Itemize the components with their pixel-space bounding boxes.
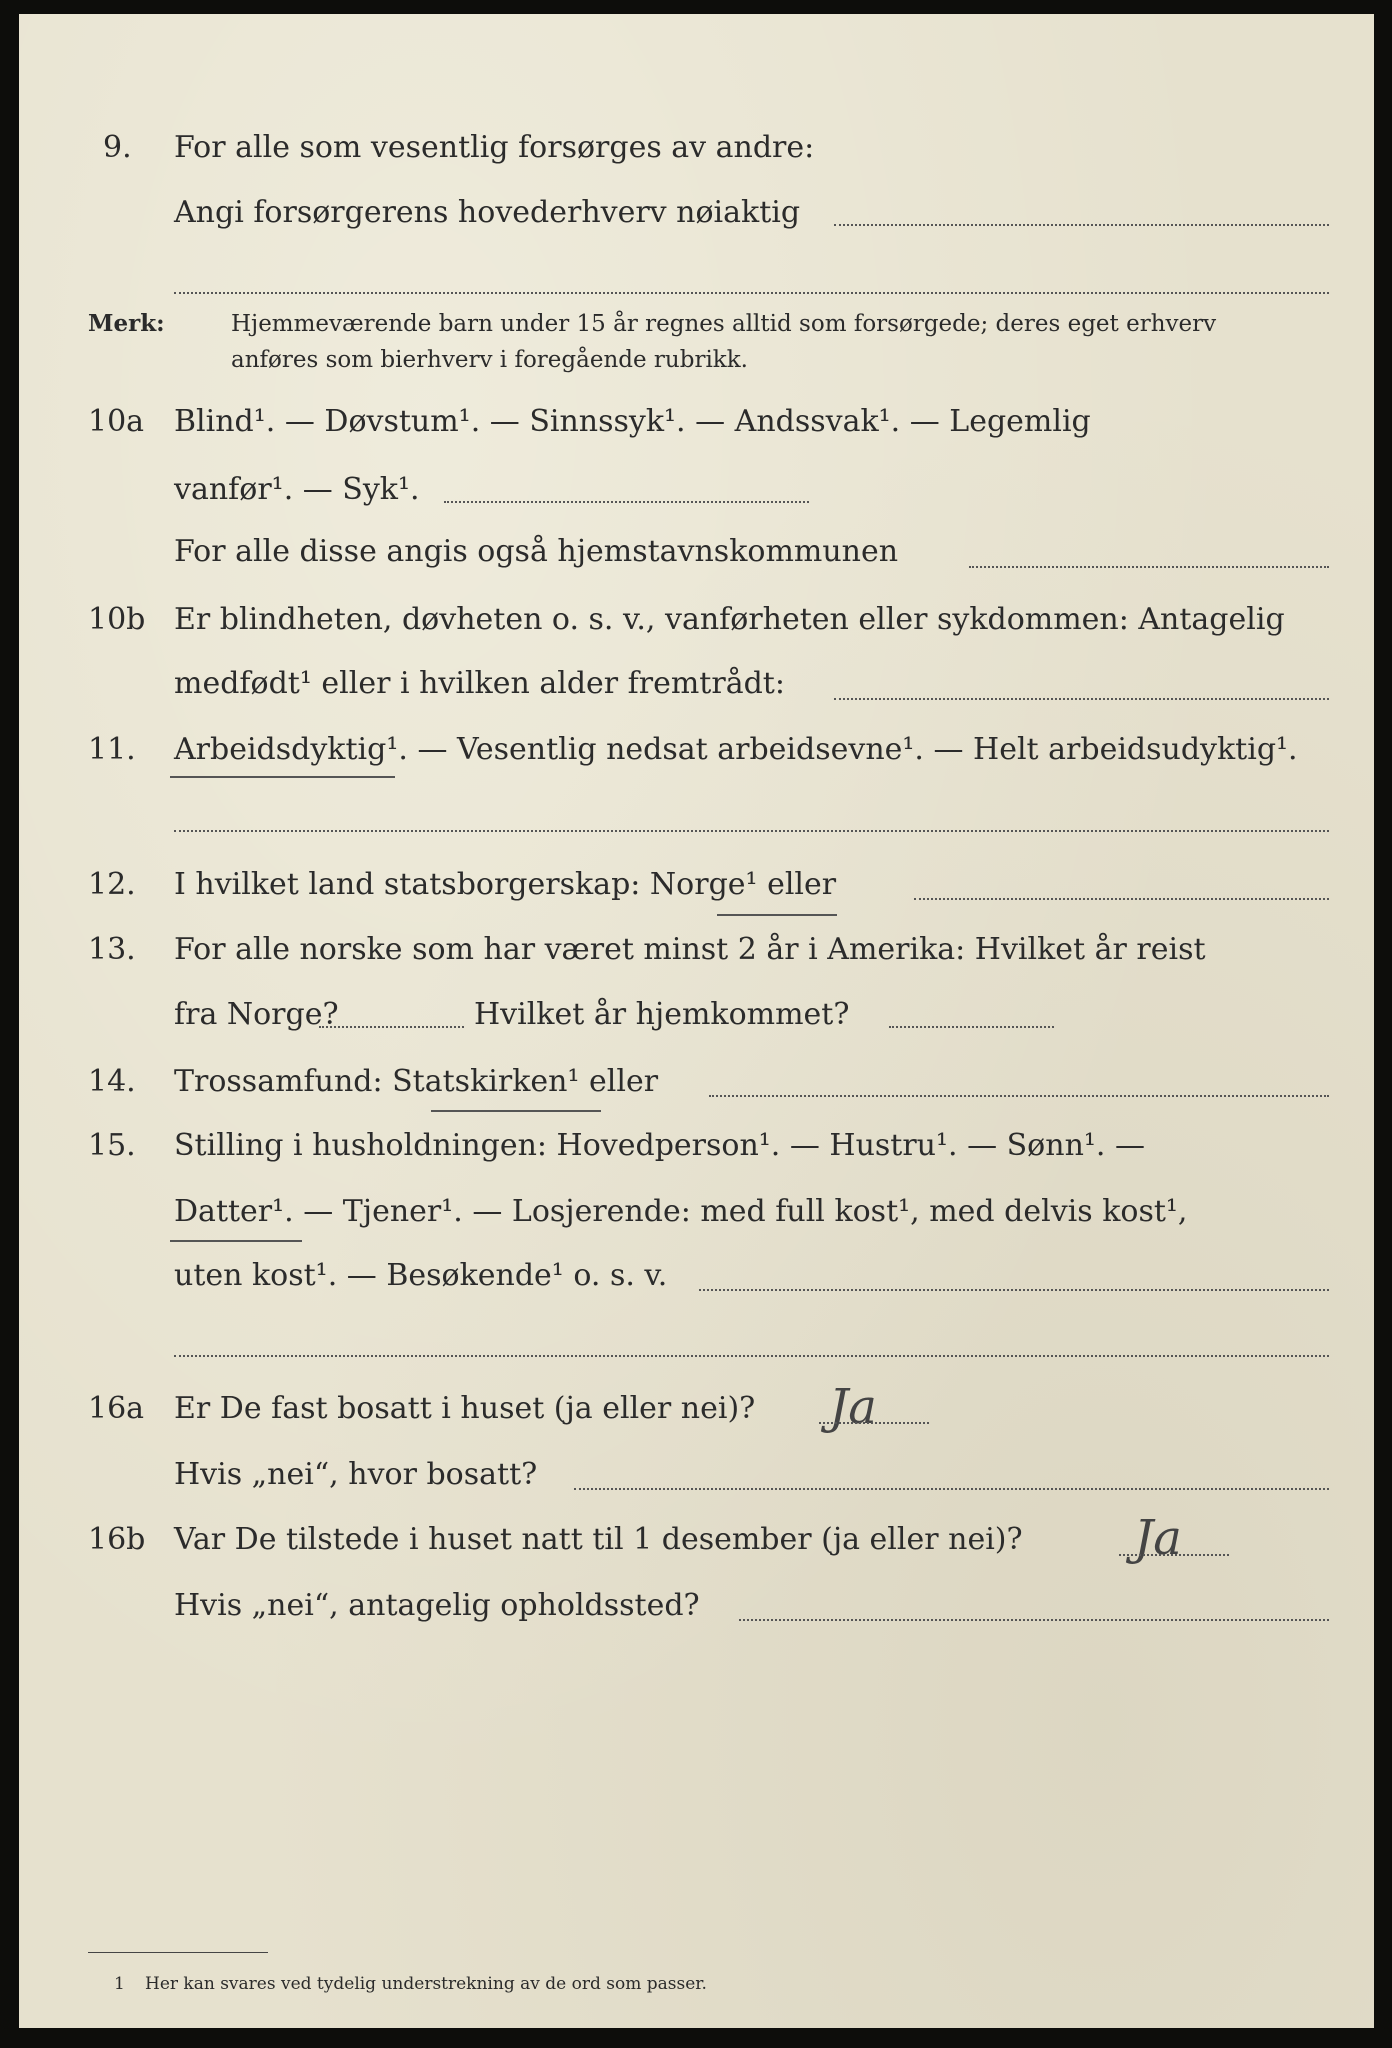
q13-returned-answer[interactable]: [889, 1026, 1054, 1028]
q13-left-label: fra Norge?: [174, 997, 339, 1032]
q9-answer-line-1[interactable]: [834, 224, 1329, 226]
census-form-page: [19, 14, 1374, 2028]
q13-number: 13.: [88, 932, 136, 967]
q10a-options-2: vanfør¹. — Syk¹.: [174, 472, 420, 507]
q16a-number: 16a: [88, 1391, 145, 1426]
q12-number: 12.: [88, 867, 136, 902]
q9-number: 9.: [103, 130, 132, 165]
q10a-answer-line[interactable]: [444, 501, 809, 503]
q16b-question: Var De tilstede i huset natt til 1 desember (ja eller nei)?: [174, 1522, 1023, 1557]
q14-answer-line[interactable]: [709, 1095, 1329, 1097]
q10b-question-2: medfødt¹ eller i hvilken alder fremtrådt:: [174, 666, 785, 701]
q10b-number: 10b: [88, 602, 146, 637]
q12-underline-norge: [717, 914, 837, 916]
q16a-handwritten-answer: Ja: [829, 1379, 877, 1435]
q16b-handwritten-answer: Ja: [1134, 1510, 1182, 1566]
q16a-where-answer[interactable]: [574, 1488, 1329, 1490]
q14-number: 14.: [88, 1064, 136, 1099]
q14-underline-statskirken: [431, 1110, 601, 1112]
q15-options-2: Datter¹. — Tjener¹. — Losjerende: med full kost¹, med delvis kost¹,: [174, 1194, 1188, 1229]
q15-underline-datter: [170, 1240, 302, 1242]
q14-question: Trossamfund: Statskirken¹ eller: [174, 1064, 659, 1099]
q10a-home-municipality-label: For alle disse angis også hjemstavnskommunen: [174, 534, 899, 569]
merk-label: Merk:: [88, 310, 165, 337]
q16b-stay-label: Hvis „nei“, antagelig opholdssted?: [174, 1588, 700, 1623]
q10a-options: Blind¹. — Døvstum¹. — Sinnssyk¹. — Andssvak¹. — Legemlig: [174, 404, 1091, 439]
q9-answer-line-2[interactable]: [174, 292, 1329, 294]
q10a-number: 10a: [88, 404, 145, 439]
q16a-question: Er De fast bosatt i huset (ja eller nei)?: [174, 1391, 756, 1426]
q12-answer-line[interactable]: [914, 898, 1329, 900]
q12-question: I hvilket land statsborgerskap: Norge¹ eller: [174, 867, 837, 902]
q16b-answer-line[interactable]: [1119, 1554, 1229, 1556]
footnote-rule: [88, 1952, 268, 1953]
merk-text-2: anføres som bierhverv i foregående rubrikk.: [231, 347, 748, 373]
q15-answer-line-1[interactable]: [699, 1289, 1329, 1291]
q15-answer-line-2[interactable]: [174, 1355, 1329, 1357]
q16b-stay-answer[interactable]: [739, 1619, 1329, 1621]
q15-options-3: uten kost¹. — Besøkende¹ o. s. v.: [174, 1258, 668, 1293]
q13-question: For alle norske som har været minst 2 år i Amerika: Hvilket år reist: [174, 932, 1206, 967]
q16b-number: 16b: [88, 1522, 146, 1557]
q13-returned-label: Hvilket år hjemkommet?: [474, 997, 850, 1032]
q16a-where-label: Hvis „nei“, hvor bosatt?: [174, 1457, 538, 1492]
q10b-question: Er blindheten, døvheten o. s. v., vanførheten eller sykdommen: Antagelig: [174, 602, 1285, 637]
q10a-municipality-line[interactable]: [969, 566, 1329, 568]
q15-number: 15.: [88, 1128, 136, 1163]
footnote-text: Her kan svares ved tydelig understrekning av de ord som passer.: [145, 1974, 707, 1994]
q13-left-answer[interactable]: [319, 1026, 464, 1028]
q9-question: For alle som vesentlig forsørges av andre:: [174, 130, 815, 165]
q11-underline-arbeidsdyktig: [170, 776, 395, 778]
q11-options: Arbeidsdyktig¹. — Vesentlig nedsat arbeidsevne¹. — Helt arbeidsudyktig¹.: [174, 732, 1298, 767]
q15-options-1: Stilling i husholdningen: Hovedperson¹. — Hustru¹. — Sønn¹. —: [174, 1128, 1145, 1163]
q11-answer-line[interactable]: [174, 830, 1329, 832]
q10b-answer-line[interactable]: [834, 698, 1329, 700]
merk-text-1: Hjemmeværende barn under 15 år regnes alltid som forsørgede; deres eget erhverv: [231, 311, 1217, 337]
q9-occupation-label: Angi forsørgerens hovederhverv nøiaktig: [174, 195, 801, 230]
q16a-answer-line[interactable]: [819, 1422, 929, 1424]
q11-number: 11.: [88, 732, 136, 767]
footnote-mark: 1: [114, 1974, 125, 1994]
